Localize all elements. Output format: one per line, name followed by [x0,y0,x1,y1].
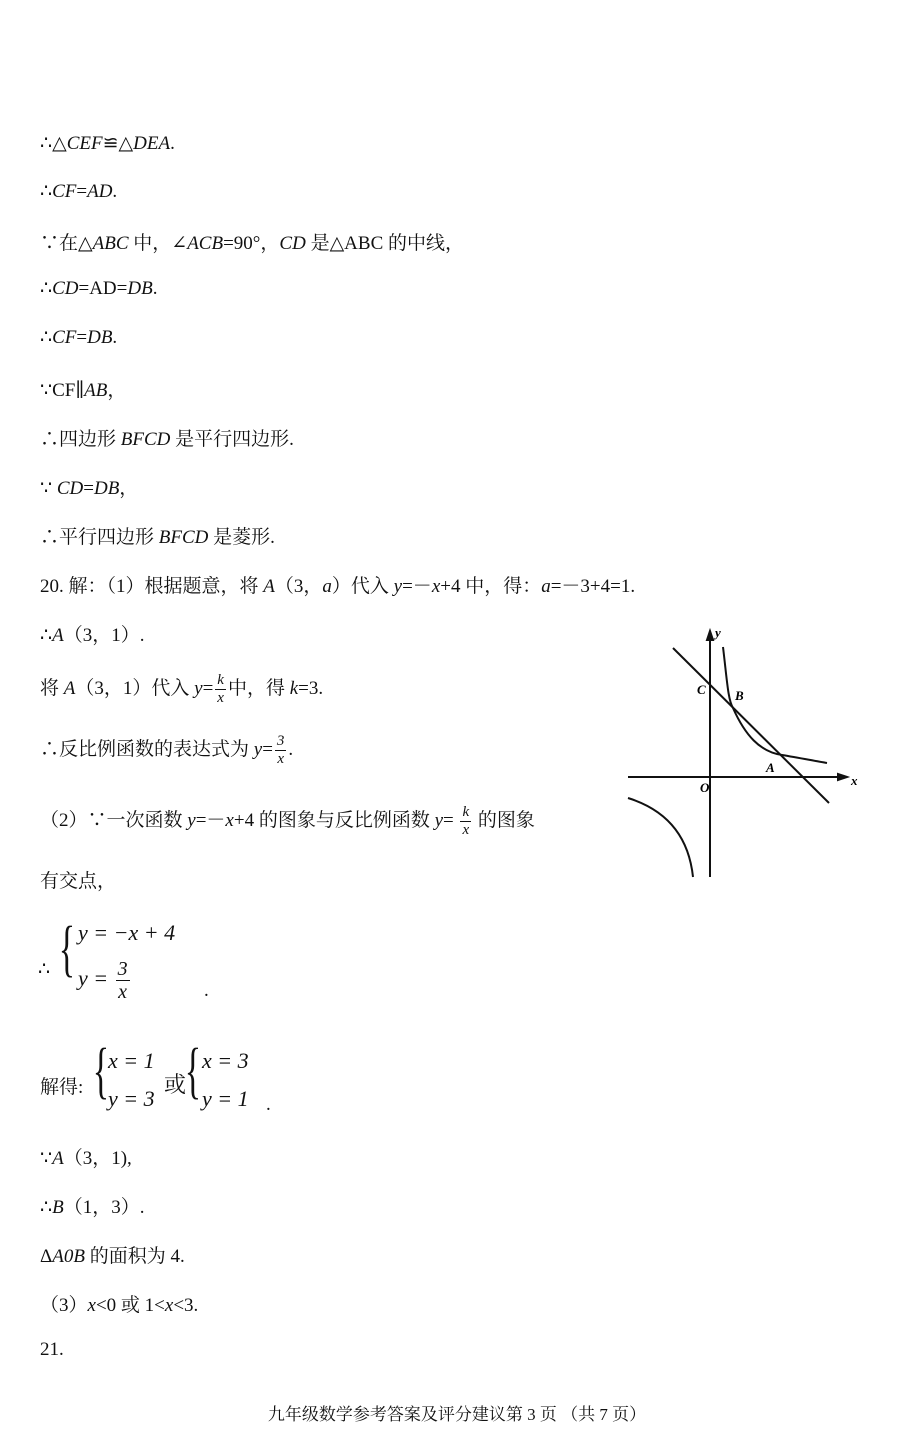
math-variable: ACB [187,233,224,254]
math-variable: DB [127,278,153,299]
text-segment: Δ [40,1246,53,1267]
period: . [204,980,209,1001]
text-segment: ∵ [40,1148,53,1169]
text-segment: 中，∠ [128,233,188,254]
x-axis-label: x [851,773,858,788]
text-segment: 是平行四边形. [170,429,294,450]
text-segment: ∴平行四边形 [40,527,159,548]
text-segment: =3. [298,677,324,699]
page-footer: 九年级数学参考答案及评分建议第 3 页 （共 7 页） [267,1405,647,1424]
math-variable: k [289,677,299,699]
math-variable: A [52,1148,64,1169]
math-variable: A [63,677,76,699]
math-variable: ABC [92,233,129,254]
math-variable: y [393,576,403,597]
point-label-b: B [735,688,744,703]
hyperbola-lower-branch [628,798,693,877]
origin-label: O [700,780,710,795]
text-segment: . [288,738,294,760]
hyperbola-upper-branch [723,647,827,763]
brace: { [184,1037,202,1105]
text-segment: =－ [402,576,432,597]
math-variable: CF [52,181,77,202]
text-segment: = [202,677,214,699]
text-segment: = [76,327,88,348]
text-segment: ∴ [40,327,53,348]
math-variable: A [52,625,64,646]
equation: x = 3 [202,1048,249,1073]
numerator: 3 [117,958,128,980]
text-segment: ∵CF∥ [40,380,85,401]
text-segment: = [443,809,459,831]
denominator: x [217,690,224,706]
text-segment: 的面积为 4. [84,1246,185,1267]
text-segment: =－3+4=1. [550,576,636,597]
math-variable: A [263,576,275,597]
text-segment: ∵ [40,478,57,499]
text-segment: 有交点， [40,871,117,892]
text-segment: （3，1), [63,1148,132,1169]
math-variable: AB [84,380,108,401]
math-variable: B [52,1197,64,1218]
denominator: x [462,822,470,838]
math-variable: CEF [66,133,103,154]
math-variable: DB [87,327,113,348]
text-segment: ）代入 [331,576,394,597]
equation: x = 1 [108,1048,155,1073]
text-segment: . [112,181,118,202]
text-segment: 的图象 [473,809,535,831]
text-segment: 中，得 [227,677,290,699]
math-variable: BFCD [158,527,209,548]
text-segment: 是△ABC 的中线， [305,233,464,254]
numerator: k [217,672,224,688]
math-variable: y [194,677,203,699]
math-variable: CD [279,233,306,254]
text-segment: ∵在△ [40,233,93,254]
point-label-c: C [697,682,706,697]
text-segment: 20. 解：（1）根据题意，将 [40,576,264,597]
text-segment: （1，3）. [63,1197,145,1218]
equation: y = −x + 4 [78,920,176,945]
text-segment: （3，1）. [63,625,145,646]
math-variable: a [322,576,332,597]
math-variable: x [164,1295,174,1316]
text-segment: =AD= [78,278,128,299]
text-segment: =90°， [223,233,280,254]
text-segment: 21. [40,1339,64,1360]
math-variable: a [541,576,551,597]
text-segment: +4 的图象与反比例函数 [233,809,435,831]
math-variable: CF [52,327,77,348]
text-segment: （3，1）代入 [75,677,195,699]
therefore-symbol: ∴ [38,959,51,980]
linear-function-line [673,648,829,803]
denominator: x [277,751,284,767]
text-segment: ∴△ [40,133,67,154]
numerator: 3 [276,733,285,749]
y-axis-arrow [707,631,713,640]
equation: y = 1 [202,1086,249,1111]
solve-label: 解得: [40,1077,84,1098]
brace: { [92,1037,110,1105]
text-segment: ∴四边形 [40,429,121,450]
math-variable: CD [52,278,79,299]
math-variable: AD [87,181,113,202]
text-segment: = [83,478,94,499]
math-variable: y [434,809,444,831]
math-variable: CD [56,478,84,499]
equation-lhs: y = [78,965,114,991]
math-variable: BFCD [120,429,171,450]
math-variable: A0B [52,1246,85,1267]
math-variable: x [225,809,234,831]
text-segment: ∴ [40,278,53,299]
math-variable: y [187,809,196,831]
text-segment: 将 [40,677,64,699]
math-variable: y [253,738,263,760]
text-segment: （3， [274,576,323,597]
text-segment: （2）∵一次函数 [40,809,188,831]
denominator: x [118,981,128,1003]
text-segment: （3） [40,1295,88,1316]
y-axis-label: y [715,625,721,640]
text-segment: 是菱形. [208,527,275,548]
text-segment: ∴反比例函数的表达式为 [40,738,254,760]
text-segment: ≌△ [102,133,134,154]
x-axis-arrow [838,774,847,780]
text-segment: ∴ [40,1197,53,1218]
text-segment: . [170,133,175,154]
text-segment: ， [107,380,127,401]
text-segment: <0 或 1< [95,1295,165,1316]
or-label: 或 [164,1072,187,1097]
text-segment: = [262,738,273,760]
period: . [266,1094,271,1115]
text-segment: . [152,278,158,299]
text-segment: =－ [195,809,226,831]
text-segment: ∴ [40,625,53,646]
math-variable: DEA [133,133,171,154]
text-segment: = [76,181,88,202]
numerator: k [462,804,470,820]
equation: y = 3 [108,1086,155,1111]
math-variable: x [87,1295,96,1316]
text-segment: . [112,327,118,348]
text-segment: <3. [173,1295,199,1316]
point-label-a: A [766,760,775,775]
brace: { [58,915,76,983]
math-variable: x [431,576,441,597]
text-segment: +4 中，得： [440,576,542,597]
text-segment: ∴ [40,181,53,202]
math-variable: DB [93,478,120,499]
text-segment: ， [119,478,139,499]
